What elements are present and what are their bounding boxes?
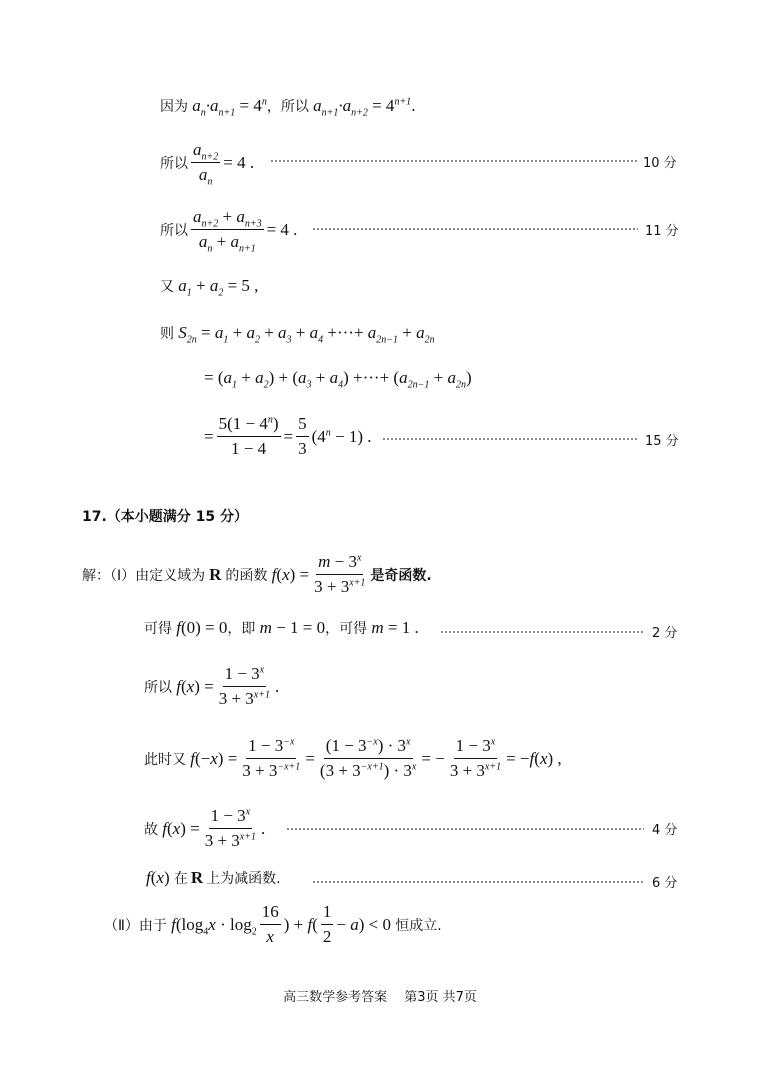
line-S2n-result [204,414,372,459]
line-S2n-grouped [204,368,472,391]
set-R: R [190,868,204,887]
line-S2n [160,323,435,346]
line-ratio [160,140,255,188]
leader-dots [382,438,638,440]
text: 所以 [144,679,172,696]
equation: f(0) = 0 [172,618,228,637]
equation: $a_1 + a_2 = 5$ , [174,276,259,299]
leader-dots [286,828,644,830]
q17-decreasing [146,868,281,888]
equation: $S_{2n} = a_1 + a_2 + a_3 + a_4$ +···+ $a_{2n-1} + a_{2n}$ [174,323,435,346]
equals: = [204,426,214,446]
leader-dots [312,228,638,230]
fraction: $\frac{16}{x}$ [261,902,279,946]
line-label: 所以 [160,222,188,239]
equation: f(x) = [267,564,310,584]
text: 故 [144,821,158,838]
score-label: 2 分 [652,626,678,641]
score-label: 11 分 [645,224,679,239]
leader-dots [270,160,638,162]
equals: = − [421,748,445,768]
equation: $a_n\cdot a_{n+1} = 4^n$ [188,96,267,119]
equation: = −f(x) , [506,748,562,768]
equation: = $(a_1 + a_2) + (a_3 + a_4)$ +···+ $(a_{2n-1} + a_{2n})$ [204,368,472,391]
line-label: 又 [160,279,174,295]
equation: = 4 . [223,152,255,172]
equation: − a) < 0 [336,914,391,934]
score-label: 6 分 [652,876,678,891]
fraction: $\frac{a_{n+2} + a_{n+3}}{a_n + a_{n+1}}$ [193,207,262,255]
equation: f(x) = [172,676,214,696]
score-label: 4 分 [652,823,678,838]
q17-conclusion [144,806,265,851]
leader-dots [440,631,644,633]
line-label-mid: ，所以 [266,99,309,115]
fraction: $\frac{a_{n+2}}{a_n}$ [193,140,219,188]
text: 上为减函数. [206,871,281,887]
q17-f0 [144,618,419,638]
q17-part-II [104,902,442,947]
equation: ) + f( [283,914,318,934]
fraction: $\frac{1}{2}$ [322,902,332,946]
text: 此时又 [144,751,186,768]
equation: m = 1 . [367,618,419,637]
intro-text-c: 是奇函数. [370,567,432,584]
intro-text-a: 解：（Ⅰ）由定义域为 [82,567,206,584]
equation: $a_{n+1}\cdot a_{n+2} = 4^{n+1}$. [308,96,416,119]
text: ，可得 [325,621,368,637]
text: ，即 [227,621,256,637]
page-footer: 高三数学参考答案 第3页 共7页 [283,990,477,1005]
question-17-heading: 17.（本小题满分 15 分） [82,509,249,525]
period: . [260,818,266,838]
equals: = [305,748,315,768]
equation: f(x) [146,868,170,887]
equation: $f(\log_4x \cdot \log_2$ [166,914,257,937]
q17-fx [144,664,279,709]
line-label: 因为 [160,99,188,115]
text: 在 [173,871,188,887]
line-a1-a2 [160,276,259,299]
equation: $(4^n - 1)$ . [311,426,372,446]
text: 恒成立. [395,917,442,934]
score-label: 15 分 [645,434,679,449]
equation: f(x) = [158,818,200,838]
fraction: $\frac{1 - 3^x}{3 + 3^{x+1}}$ [449,736,502,780]
fraction: $\frac{(1 - 3^{-x}) \cdot 3^x}{(3 + 3^{-x+1}) \cdot 3^x}$ [319,736,417,780]
leader-dots [312,881,644,883]
fraction: $\frac{m - 3^x}{3 + 3^{x+1}}$ [314,552,366,596]
text: 可得 [144,621,172,637]
line-label: 所以 [160,155,188,172]
equals: = [283,426,294,446]
score-label: 10 分 [643,156,677,171]
intro-text-b: 的函数 [225,567,268,584]
q17-f-minus-x [144,736,562,781]
line-label: 则 [160,326,174,342]
fraction: $\frac{1 - 3^x}{3 + 3^{x+1}}$ [204,806,256,850]
fraction: $\frac{1 - 3^{-x}}{3 + 3^{-x+1}}$ [242,736,301,780]
equation: m − 1 = 0 [255,618,326,637]
fraction: $\frac{5}{3}$ [298,414,307,458]
line-sum-ratio [160,207,298,255]
fraction: $\frac{5(1 - 4^n)}{1 - 4}$ [218,414,279,458]
line-an-product [160,96,416,119]
text: （Ⅱ）由于 [104,917,167,934]
period: . [274,676,280,696]
fraction: $\frac{1 - 3^x}{3 + 3^{x+1}}$ [218,664,270,708]
equation: = 4 . [266,219,298,239]
set-R: R [209,564,222,584]
q17-intro [82,552,432,597]
equation: f(−x) = [186,748,238,768]
